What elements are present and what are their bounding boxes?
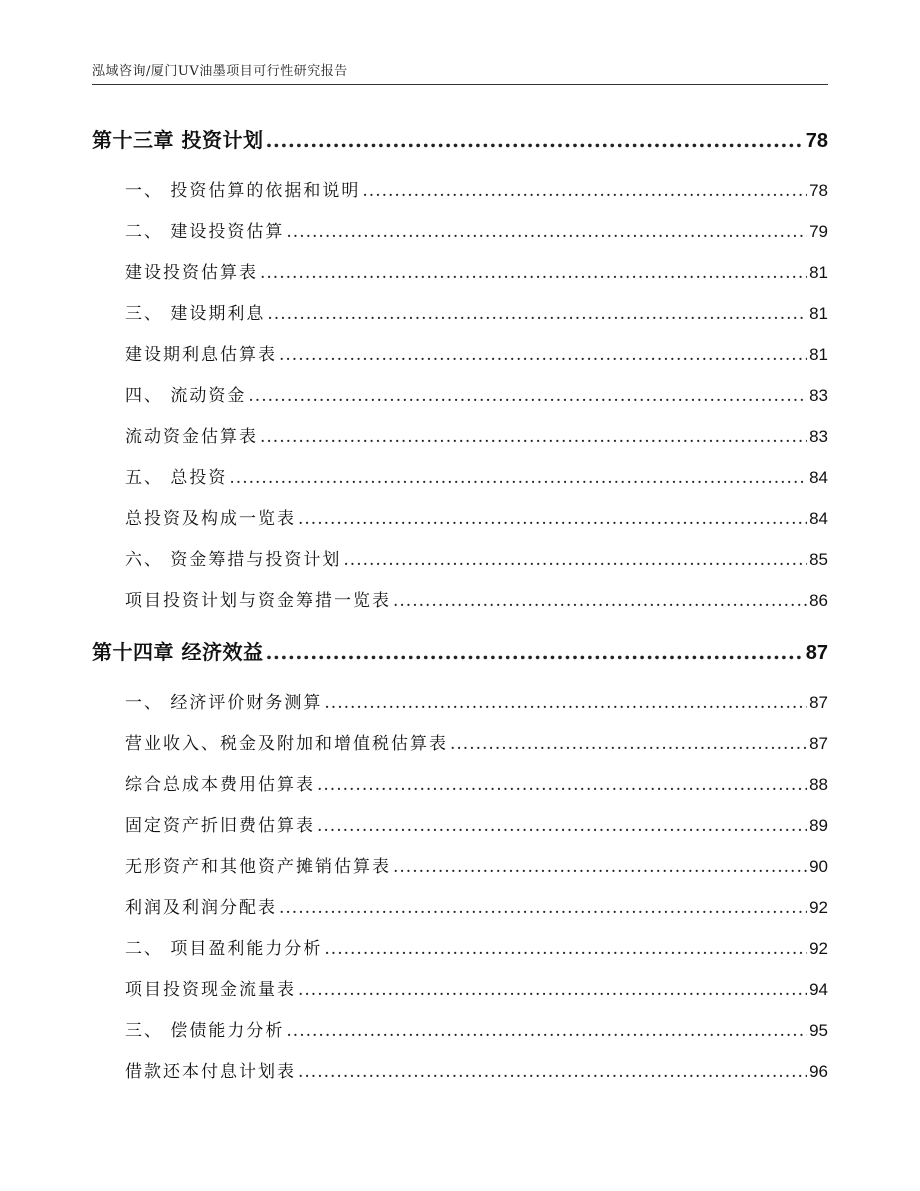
toc-page-number: 87: [809, 734, 828, 753]
toc-page-number: 84: [809, 468, 828, 487]
dot-leader: [286, 222, 807, 242]
toc-entry-label: 一、 投资估算的依据和说明: [125, 181, 361, 201]
toc-entry-label: 总投资及构成一览表: [125, 509, 296, 529]
toc-entry-label: 项目投资计划与资金筹措一览表: [125, 591, 391, 611]
dot-leader: [298, 980, 807, 1000]
toc-entry-label: 四、 流动资金: [125, 386, 247, 406]
toc-entry[interactable]: [92, 1057, 828, 1082]
dot-leader: [317, 775, 807, 795]
toc-chapter-14[interactable]: [92, 636, 828, 665]
toc-chapter-13[interactable]: [92, 124, 828, 153]
toc-entry-label: 一、 经济评价财务测算: [125, 693, 323, 713]
toc-entry-label: 综合总成本费用估算表: [125, 775, 315, 795]
dot-leader: [265, 128, 803, 152]
toc-entry[interactable]: [92, 504, 828, 529]
toc-page-number: 83: [809, 427, 828, 446]
toc-entry[interactable]: [92, 729, 828, 754]
toc-page-number: 83: [809, 386, 828, 405]
toc-entry[interactable]: [92, 463, 828, 488]
toc-entry[interactable]: [92, 258, 828, 283]
toc-entry[interactable]: [92, 217, 828, 242]
toc-entry-label: 流动资金估算表: [125, 427, 258, 447]
toc-entry[interactable]: [92, 934, 828, 959]
toc-entry[interactable]: [92, 299, 828, 324]
toc-page-number: 92: [809, 939, 828, 958]
dot-leader: [324, 939, 807, 959]
toc-page-number: 78: [805, 130, 828, 152]
toc-entry-label: 五、 总投资: [125, 468, 228, 488]
dot-leader: [279, 898, 807, 918]
dot-leader: [229, 468, 807, 488]
dot-leader: [450, 734, 807, 754]
dot-leader: [279, 345, 807, 365]
toc-entry[interactable]: [92, 688, 828, 713]
toc-page-number: 96: [809, 1062, 828, 1081]
toc-page-number: 84: [809, 509, 828, 528]
toc-entry-label: 营业收入、税金及附加和增值税估算表: [125, 734, 448, 754]
toc-entry-label: 二、 建设投资估算: [125, 222, 285, 242]
toc-page-number: 88: [809, 775, 828, 794]
toc-entry-label: 六、 资金筹措与投资计划: [125, 550, 342, 570]
page-header: 泓域咨询/厦门UV油墨项目可行性研究报告: [92, 64, 348, 79]
dot-leader: [267, 304, 807, 324]
dot-leader: [265, 640, 803, 664]
toc-page-number: 89: [809, 816, 828, 835]
toc-entry[interactable]: [92, 422, 828, 447]
toc-entry[interactable]: [92, 340, 828, 365]
toc-page-number: 81: [809, 345, 828, 364]
toc-entry-label: 第十四章 经济效益: [92, 640, 264, 664]
dot-leader: [298, 509, 807, 529]
dot-leader: [393, 591, 807, 611]
toc-entry[interactable]: [92, 975, 828, 1000]
toc-entry-label: 固定资产折旧费估算表: [125, 816, 315, 836]
header-rule: [92, 84, 828, 85]
toc-entry-label: 二、 项目盈利能力分析: [125, 939, 323, 959]
toc-page-number: 86: [809, 591, 828, 610]
toc-page-number: 92: [809, 898, 828, 917]
toc-page-number: 81: [809, 304, 828, 323]
toc-page-number: 94: [809, 980, 828, 999]
toc-entry[interactable]: [92, 176, 828, 201]
toc-entry[interactable]: [92, 1016, 828, 1041]
toc-entry-label: 建设投资估算表: [125, 263, 258, 283]
dot-leader: [362, 181, 807, 201]
dot-leader: [260, 263, 807, 283]
toc-page-number: 95: [809, 1021, 828, 1040]
dot-leader: [343, 550, 807, 570]
toc-entry[interactable]: [92, 545, 828, 570]
toc-entry-label: 项目投资现金流量表: [125, 980, 296, 1000]
dot-leader: [248, 386, 807, 406]
toc-page-number: 78: [809, 181, 828, 200]
toc-entry[interactable]: [92, 852, 828, 877]
toc-entry[interactable]: [92, 381, 828, 406]
toc-entry-label: 建设期利息估算表: [125, 345, 277, 365]
toc-entry-label: 利润及利润分配表: [125, 898, 277, 918]
toc-entry[interactable]: [92, 586, 828, 611]
toc-page-number: 79: [809, 222, 828, 241]
toc-entry[interactable]: [92, 893, 828, 918]
toc-entry[interactable]: [92, 811, 828, 836]
dot-leader: [324, 693, 807, 713]
dot-leader: [298, 1062, 807, 1082]
toc-page-number: 81: [809, 263, 828, 282]
dot-leader: [260, 427, 807, 447]
toc-entry-label: 第十三章 投资计划: [92, 128, 264, 152]
toc-entry-label: 无形资产和其他资产摊销估算表: [125, 857, 391, 877]
toc-entry-label: 三、 建设期利息: [125, 304, 266, 324]
toc-entry-label: 三、 偿债能力分析: [125, 1021, 285, 1041]
toc-page-number: 85: [809, 550, 828, 569]
toc-page-number: 87: [805, 642, 828, 664]
toc-entry[interactable]: [92, 770, 828, 795]
dot-leader: [286, 1021, 807, 1041]
toc-page-number: 90: [809, 857, 828, 876]
dot-leader: [393, 857, 807, 877]
dot-leader: [317, 816, 807, 836]
toc-entry-label: 借款还本付息计划表: [125, 1062, 296, 1082]
toc-page-number: 87: [809, 693, 828, 712]
